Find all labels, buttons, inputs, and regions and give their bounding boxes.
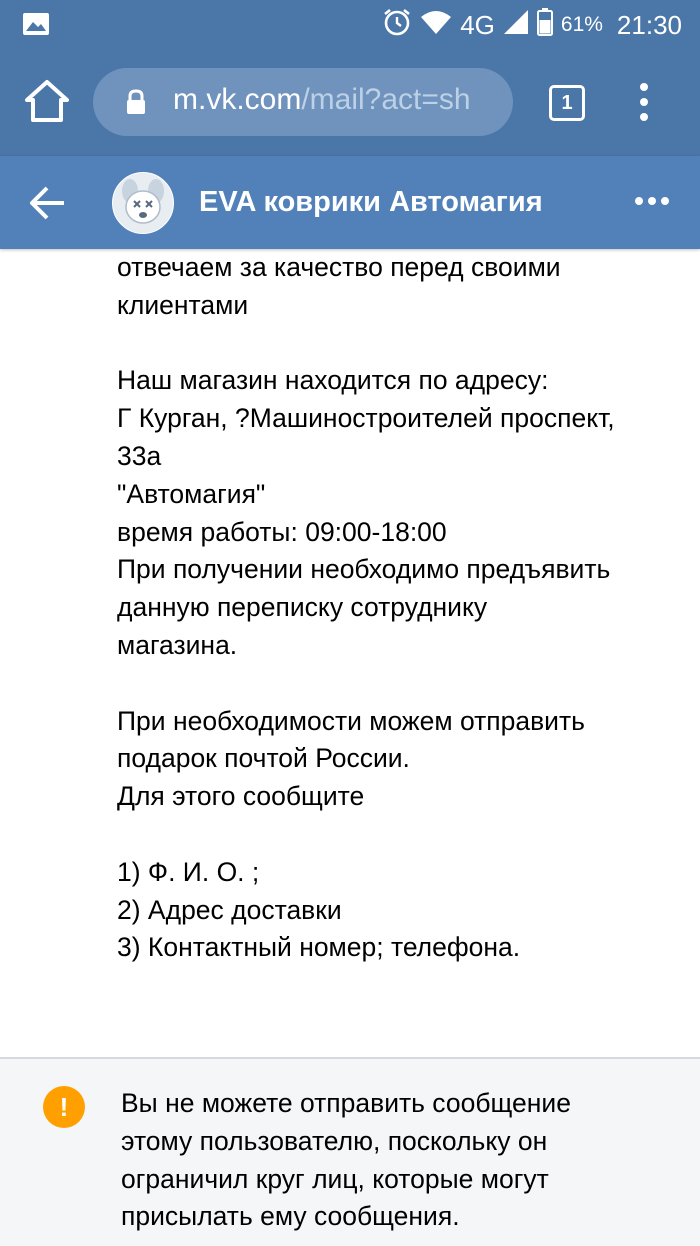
network-type: 4G xyxy=(460,9,495,40)
tabs-icon[interactable]: 1 xyxy=(549,85,585,121)
message-line xyxy=(117,665,687,703)
browser-toolbar xyxy=(0,50,700,156)
notice-text xyxy=(121,1085,681,1236)
message-line: отвечаем за качество перед своими xyxy=(117,252,561,282)
more-horizontal-icon[interactable] xyxy=(632,194,672,208)
chat-title[interactable]: EVA коврики Автомагия xyxy=(199,186,543,218)
message-line xyxy=(117,816,687,854)
notice-line: Вы не можете отправить сообщение xyxy=(121,1088,571,1118)
battery-icon xyxy=(537,8,553,43)
wifi-icon xyxy=(420,9,452,42)
signal-icon xyxy=(503,9,529,42)
lock-icon xyxy=(125,89,147,120)
message-line: магазина. xyxy=(117,629,238,660)
message-line: Наш магазин находится по адресу: xyxy=(117,365,549,396)
notice-line: ограничил круг лиц, которые могут xyxy=(121,1163,549,1194)
message-line: 3) Контактный номер; телефона. xyxy=(117,932,521,963)
message-line: подарок почтой России. xyxy=(117,743,410,774)
chat-header xyxy=(0,156,700,249)
notice-line: присылать ему сообщения. xyxy=(121,1201,460,1232)
message-line: Г Курган, ?Машиностроителей проспект, xyxy=(117,403,615,434)
message-line xyxy=(117,325,687,363)
avatar-dog-icon[interactable] xyxy=(112,172,174,234)
message-line: 33а xyxy=(117,440,162,471)
message-text xyxy=(117,249,687,967)
notice-line: этому пользователю, поскольку он xyxy=(121,1125,548,1156)
message-line: время работы: 09:00-18:00 xyxy=(117,516,447,547)
message-line: "Автомагия" xyxy=(117,478,266,509)
cannot-send-notice xyxy=(0,1057,700,1246)
exclamation-icon: ! xyxy=(43,1086,85,1128)
alarm-icon xyxy=(382,7,412,44)
message-line: При необходимости можем отправить xyxy=(117,705,585,736)
more-vertical-icon[interactable] xyxy=(632,80,656,124)
message-line: При получении необходимо предъявить xyxy=(117,554,611,585)
message-line: данную переписку сотруднику xyxy=(117,592,488,623)
url-host: m.vk.com xyxy=(173,83,302,116)
message-line: клиентами xyxy=(117,289,249,320)
message-line: 1) Ф. И. О. ; xyxy=(117,856,260,887)
message-line: Для этого сообщите xyxy=(117,781,365,812)
url-path: /mail?act=sh xyxy=(301,83,471,116)
url-text[interactable] xyxy=(173,83,471,117)
status-bar xyxy=(0,0,700,50)
image-icon xyxy=(22,12,50,41)
clock-time: 21:30 xyxy=(616,9,682,40)
home-icon[interactable] xyxy=(22,78,72,124)
message-line: 2) Адрес доставки xyxy=(117,894,342,925)
url-bar[interactable] xyxy=(93,68,513,136)
battery-percent: 61% xyxy=(560,13,603,36)
back-arrow-icon[interactable] xyxy=(28,184,68,222)
